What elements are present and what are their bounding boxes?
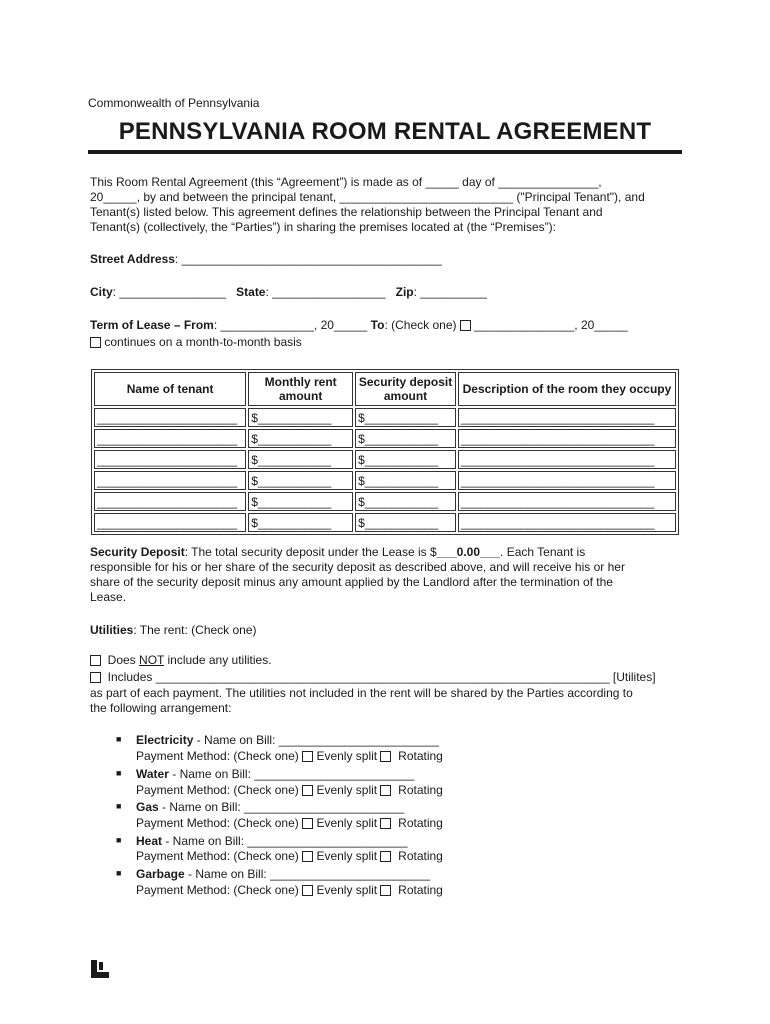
room-description-cell[interactable]: _____________________________ — [458, 408, 676, 427]
term-label: Term of Lease – From — [90, 318, 214, 332]
city-label: City — [90, 285, 113, 299]
bill-gas-payment: Payment Method: (Check one) Evenly split Rotating — [136, 816, 443, 830]
table-row — [94, 471, 676, 490]
bill-garbage-payment: Payment Method: (Check one) Evenly split Rotating — [136, 883, 443, 897]
zip-field[interactable]: : __________ — [413, 285, 488, 299]
tenant-name-cell[interactable]: _____________________ — [94, 408, 246, 427]
utilities-label: Utilities — [90, 623, 134, 637]
street-address-field[interactable]: : _______________________________________ — [174, 252, 442, 266]
month-to-month-checkbox[interactable] — [90, 337, 101, 348]
column-header: Description of the room they occupy — [458, 372, 676, 406]
bill-heat-line: Heat - Name on Bill: ________________________ — [136, 834, 408, 848]
bill-garbage-line: Garbage - Name on Bill: ________________________ — [136, 867, 431, 881]
rotating-checkbox[interactable] — [380, 818, 391, 829]
state-field[interactable]: : _________________ — [265, 285, 386, 299]
intro-line: This Room Rental Agreement (this “Agreement”) is made as of _____ day of _______________, — [90, 175, 602, 189]
tenant-name-cell[interactable]: _____________________ — [94, 429, 246, 448]
column-header: Security deposit amount — [355, 372, 456, 406]
security-deposit-cell[interactable]: $___________ — [355, 429, 456, 448]
bill-gas-line: Gas - Name on Bill: ________________________ — [136, 800, 405, 814]
bill-name-field[interactable]: - Name on Bill: ________________________ — [168, 767, 415, 781]
monthly-rent-cell[interactable]: $___________ — [248, 408, 353, 427]
security-deposit-cell[interactable]: $___________ — [355, 408, 456, 427]
utilities-none-checkbox[interactable] — [90, 655, 101, 666]
security-deposit-paragraph: Security Deposit: The total security deposit under the Lease is $___0.00___. Each Tenant is responsible for his or her share of the security deposit as described above, and will receive his or her share of the security deposit minus any amount applied by the Landlord after the termination of the Lease. — [90, 545, 625, 604]
utilities-option-none: Does NOT include any utilities. — [90, 653, 272, 667]
room-description-cell[interactable]: _____________________________ — [458, 471, 676, 490]
term-to-date-checkbox[interactable] — [460, 320, 471, 331]
street-address-line — [90, 252, 442, 266]
bill-water-line: Water - Name on Bill: ________________________ — [136, 767, 415, 781]
state-line: Commonwealth of Pennsylvania — [88, 96, 260, 110]
zip-label: Zip — [395, 285, 414, 299]
city-state-zip-line — [90, 285, 487, 299]
tenant-name-cell[interactable]: _____________________ — [94, 492, 246, 511]
intro-paragraph — [90, 175, 685, 235]
utilities-arrangement-text: as part of each payment. The utilities not included in the rent will be shared by the Parties according to the following arrangement: — [90, 686, 633, 715]
security-deposit-cell[interactable]: $___________ — [355, 471, 456, 490]
term-to-field[interactable]: _______________, 20_____ — [474, 318, 628, 332]
room-description-cell[interactable]: _____________________________ — [458, 450, 676, 469]
room-description-cell[interactable]: _____________________________ — [458, 429, 676, 448]
bullet-icon: ■ — [116, 835, 122, 845]
security-deposit-cell[interactable]: $___________ — [355, 513, 456, 532]
month-to-month-label: continues on a month-to-month basis — [104, 335, 302, 349]
term-line — [90, 318, 628, 332]
evenly-split-checkbox[interactable] — [302, 785, 313, 796]
bill-electricity-payment: Payment Method: (Check one) Evenly split Rotating — [136, 749, 443, 763]
table-row — [94, 450, 676, 469]
bill-electricity-line: Electricity - Name on Bill: ________________________ — [136, 733, 439, 747]
column-header: Monthly rent amount — [248, 372, 353, 406]
legal-templates-logo-icon — [91, 960, 109, 978]
intro-line: 20_____, by and between the principal tenant, __________________________ ("Principal Tenant"), and — [90, 190, 645, 204]
term-from-field[interactable]: : ______________, 20_____ — [213, 318, 368, 332]
evenly-split-checkbox[interactable] — [302, 885, 313, 896]
bullet-icon: ■ — [116, 768, 122, 778]
utilities-line: Utilities: The rent: (Check one) — [90, 623, 257, 637]
tenant-name-cell[interactable]: _____________________ — [94, 471, 246, 490]
table-row — [94, 492, 676, 511]
deposit-amount-field[interactable]: ___0.00___ — [436, 545, 501, 559]
bill-water-payment: Payment Method: (Check one) Evenly split Rotating — [136, 783, 443, 797]
intro-line: Tenant(s) listed below. This agreement defines the relationship between the Principal Tenant and — [90, 205, 603, 219]
rotating-checkbox[interactable] — [380, 851, 391, 862]
month-to-month-option — [90, 335, 302, 349]
monthly-rent-cell[interactable]: $___________ — [248, 429, 353, 448]
bullet-icon: ■ — [116, 801, 122, 811]
table-row — [94, 408, 676, 427]
tenant-name-cell[interactable]: _____________________ — [94, 450, 246, 469]
evenly-split-checkbox[interactable] — [302, 818, 313, 829]
bullet-icon: ■ — [116, 734, 122, 744]
state-label: State — [236, 285, 266, 299]
bill-heat-payment: Payment Method: (Check one) Evenly split Rotating — [136, 849, 443, 863]
street-address-label: Street Address — [90, 252, 175, 266]
city-field[interactable]: : ________________ — [112, 285, 227, 299]
rotating-checkbox[interactable] — [380, 785, 391, 796]
evenly-split-checkbox[interactable] — [302, 751, 313, 762]
rotating-checkbox[interactable] — [380, 751, 391, 762]
utilities-option-includes — [90, 670, 656, 684]
table-header-row — [94, 372, 676, 406]
room-description-cell[interactable]: _____________________________ — [458, 492, 676, 511]
evenly-split-checkbox[interactable] — [302, 851, 313, 862]
security-deposit-cell[interactable]: $___________ — [355, 492, 456, 511]
monthly-rent-cell[interactable]: $___________ — [248, 450, 353, 469]
monthly-rent-cell[interactable]: $___________ — [248, 513, 353, 532]
monthly-rent-cell[interactable]: $___________ — [248, 492, 353, 511]
column-header: Name of tenant — [94, 372, 246, 406]
table-row — [94, 513, 676, 532]
bill-name-field[interactable]: - Name on Bill: ________________________ — [162, 834, 408, 848]
document-title: PENNSYLVANIA ROOM RENTAL AGREEMENT — [118, 118, 652, 145]
utilities-includes-checkbox[interactable] — [90, 672, 101, 683]
security-deposit-label: Security Deposit — [90, 545, 185, 559]
bill-name-field[interactable]: - Name on Bill: ________________________ — [158, 800, 405, 814]
term-to-text: : (Check one) — [384, 318, 457, 332]
bullet-icon: ■ — [116, 868, 122, 878]
table-row — [94, 429, 676, 448]
room-description-cell[interactable]: _____________________________ — [458, 513, 676, 532]
bill-name-field[interactable]: - Name on Bill: ________________________ — [184, 867, 431, 881]
bill-name-field[interactable]: - Name on Bill: ________________________ — [193, 733, 439, 747]
intro-line: Tenant(s) (collectively, the “Parties”) in sharing the premises located at (the “Premises”): — [90, 220, 556, 234]
security-deposit-cell[interactable]: $___________ — [355, 450, 456, 469]
tenant-name-cell[interactable]: _____________________ — [94, 513, 246, 532]
term-to-label: To — [370, 318, 385, 332]
rotating-checkbox[interactable] — [380, 885, 391, 896]
monthly-rent-cell[interactable]: $___________ — [248, 471, 353, 490]
tenant-table — [91, 369, 679, 535]
title-underline — [88, 150, 682, 154]
utilities-includes-field[interactable]: Includes ____________________________________________________________________ [Utilites] — [107, 670, 656, 684]
